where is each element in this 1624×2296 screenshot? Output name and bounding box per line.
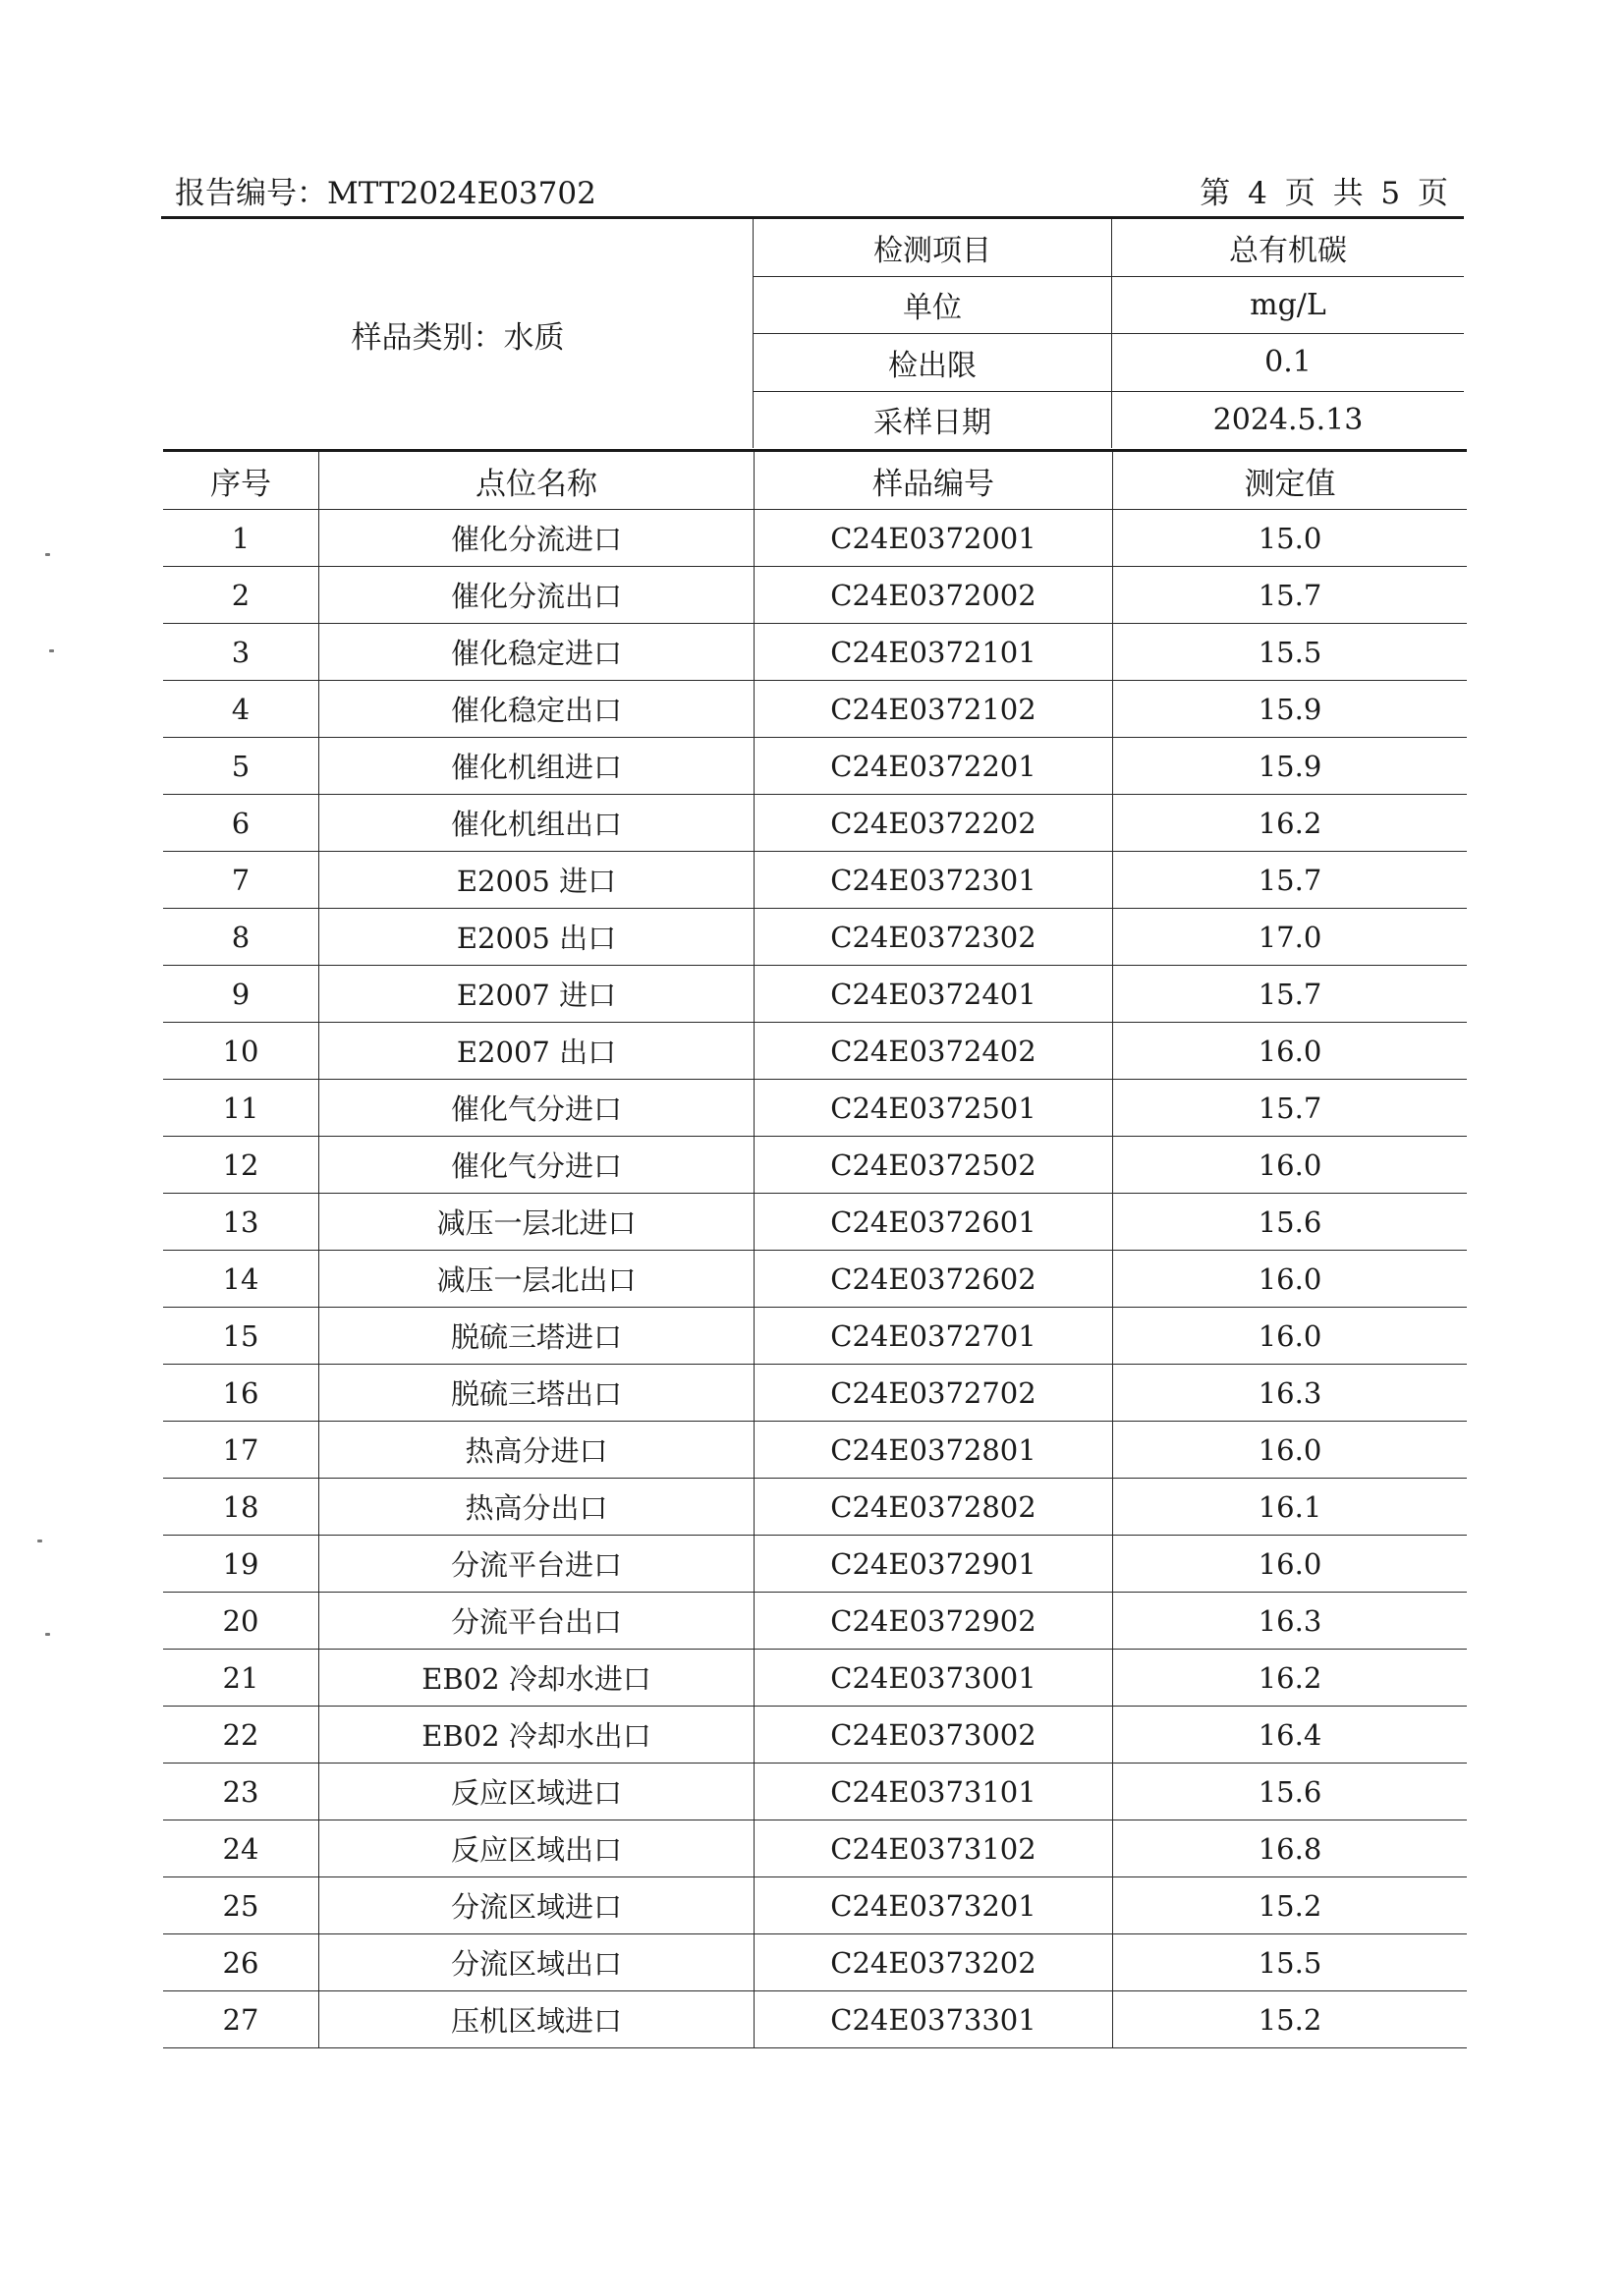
sample-id: C24E0373301: [755, 1991, 1113, 2048]
sample-id: C24E0372702: [755, 1365, 1113, 1422]
sample-id: C24E0372301: [755, 852, 1113, 909]
sample-id: C24E0372201: [755, 738, 1113, 795]
measured-value: 16.0: [1113, 1536, 1468, 1593]
site-name: E2005 进口: [319, 852, 755, 909]
sample-id: C24E0372502: [755, 1137, 1113, 1194]
table-row: [163, 1194, 1467, 1251]
row-number: 12: [163, 1137, 319, 1194]
site-name: E2007 进口: [319, 966, 755, 1023]
sample-id: C24E0372901: [755, 1536, 1113, 1593]
scan-speck: [37, 1540, 42, 1542]
table-row: [163, 1991, 1467, 2048]
scan-speck: [45, 1633, 50, 1636]
sample-id: C24E0373202: [755, 1934, 1113, 1991]
row-number: 21: [163, 1650, 319, 1707]
site-name: 催化机组进口: [319, 738, 755, 795]
measured-value: 15.5: [1113, 624, 1468, 681]
site-name: 催化分流进口: [319, 510, 755, 567]
row-number: 2: [163, 567, 319, 624]
site-name: 分流区域出口: [319, 1934, 755, 1991]
sample-id: C24E0372302: [755, 909, 1113, 966]
sample-id: C24E0372202: [755, 795, 1113, 852]
table-row: [163, 1764, 1467, 1820]
measured-value: 15.6: [1113, 1764, 1468, 1820]
row-number: 14: [163, 1251, 319, 1308]
row-number: 27: [163, 1991, 319, 2048]
sample-id: C24E0373001: [755, 1650, 1113, 1707]
row-number: 11: [163, 1080, 319, 1137]
site-name: 热高分出口: [319, 1479, 755, 1536]
row-number: 6: [163, 795, 319, 852]
sample-id: C24E0373201: [755, 1877, 1113, 1934]
sample-id: C24E0372602: [755, 1251, 1113, 1308]
table-row: [163, 738, 1467, 795]
table-row: [163, 1536, 1467, 1593]
sample-id: C24E0373101: [755, 1764, 1113, 1820]
row-number: 17: [163, 1422, 319, 1479]
measured-value: 16.3: [1113, 1365, 1468, 1422]
site-name: 催化稳定出口: [319, 681, 755, 738]
measured-value: 16.0: [1113, 1308, 1468, 1365]
site-name: 减压一层北进口: [319, 1194, 755, 1251]
site-name: 反应区域出口: [319, 1820, 755, 1877]
page-indicator: 第 4 页 共 5 页: [1200, 176, 1448, 211]
column-header-number: 序号: [163, 451, 319, 510]
meta-value: 总有机碳: [1112, 219, 1465, 276]
page-header: [165, 173, 1462, 216]
table-row: [163, 1820, 1467, 1877]
site-name: 脱硫三塔进口: [319, 1308, 755, 1365]
measured-value: 15.9: [1113, 681, 1468, 738]
site-name: EB02 冷却水出口: [319, 1707, 755, 1764]
scan-speck: [49, 649, 54, 652]
row-number: 1: [163, 510, 319, 567]
site-name: 催化分流出口: [319, 567, 755, 624]
site-name: 压机区域进口: [319, 1991, 755, 2048]
site-name: 分流区域进口: [319, 1877, 755, 1934]
site-name: 催化机组出口: [319, 795, 755, 852]
table-row: [163, 1422, 1467, 1479]
sample-info-block: [163, 219, 1464, 449]
meta-label: 单位: [754, 276, 1112, 334]
site-name: 催化气分进口: [319, 1080, 755, 1137]
row-number: 7: [163, 852, 319, 909]
measured-value: 15.7: [1113, 1080, 1468, 1137]
sample-id: C24E0372102: [755, 681, 1113, 738]
measured-value: 16.3: [1113, 1593, 1468, 1650]
table-row: [163, 624, 1467, 681]
sample-category: 样品类别：水质: [351, 319, 565, 356]
measured-value: 15.0: [1113, 510, 1468, 567]
sample-id: C24E0372501: [755, 1080, 1113, 1137]
sample-meta-row: [754, 334, 1465, 392]
measured-value: 16.2: [1113, 1650, 1468, 1707]
measured-value: 15.7: [1113, 966, 1468, 1023]
row-number: 16: [163, 1365, 319, 1422]
sample-id: C24E0372802: [755, 1479, 1113, 1536]
measured-value: 16.0: [1113, 1023, 1468, 1080]
table-row: [163, 681, 1467, 738]
row-number: 3: [163, 624, 319, 681]
meta-value: mg/L: [1112, 276, 1465, 334]
sample-id: C24E0372701: [755, 1308, 1113, 1365]
row-number: 15: [163, 1308, 319, 1365]
table-row: [163, 567, 1467, 624]
measured-value: 16.8: [1113, 1820, 1468, 1877]
meta-value: 0.1: [1112, 334, 1465, 392]
table-row: [163, 1080, 1467, 1137]
row-number: 20: [163, 1593, 319, 1650]
row-number: 8: [163, 909, 319, 966]
site-name: 热高分进口: [319, 1422, 755, 1479]
measured-value: 16.4: [1113, 1707, 1468, 1764]
row-number: 13: [163, 1194, 319, 1251]
sample-meta-table: [753, 219, 1464, 448]
meta-label: 采样日期: [754, 391, 1112, 448]
site-name: E2005 出口: [319, 909, 755, 966]
measured-value: 15.9: [1113, 738, 1468, 795]
site-name: EB02 冷却水进口: [319, 1650, 755, 1707]
row-number: 22: [163, 1707, 319, 1764]
table-row: [163, 1479, 1467, 1536]
sample-id: C24E0372101: [755, 624, 1113, 681]
measured-value: 15.7: [1113, 852, 1468, 909]
measured-value: 16.2: [1113, 795, 1468, 852]
sample-id: C24E0373002: [755, 1707, 1113, 1764]
column-header-value: 测定值: [1113, 451, 1468, 510]
sample-meta-row: [754, 391, 1465, 448]
site-name: 分流平台进口: [319, 1536, 755, 1593]
table-row: [163, 1308, 1467, 1365]
report-number: 报告编号：MTT2024E03702: [175, 176, 596, 211]
measured-value: 16.1: [1113, 1479, 1468, 1536]
measured-value: 15.5: [1113, 1934, 1468, 1991]
sample-id: C24E0372601: [755, 1194, 1113, 1251]
row-number: 26: [163, 1934, 319, 1991]
row-number: 9: [163, 966, 319, 1023]
measured-value: 15.7: [1113, 567, 1468, 624]
table-row: [163, 852, 1467, 909]
table-row: [163, 1593, 1467, 1650]
row-number: 19: [163, 1536, 319, 1593]
meta-value: 2024.5.13: [1212, 402, 1364, 437]
table-row: [163, 1137, 1467, 1194]
row-number: 4: [163, 681, 319, 738]
site-name: 脱硫三塔出口: [319, 1365, 755, 1422]
results-table: [163, 449, 1467, 2048]
row-number: 18: [163, 1479, 319, 1536]
sample-id: C24E0372002: [755, 567, 1113, 624]
scan-speck: [45, 553, 50, 556]
measured-value: 16.0: [1113, 1137, 1468, 1194]
row-number: 5: [163, 738, 319, 795]
row-number: 23: [163, 1764, 319, 1820]
site-name: 催化气分进口: [319, 1137, 755, 1194]
site-name: 减压一层北出口: [319, 1251, 755, 1308]
column-header-site: 点位名称: [319, 451, 755, 510]
measured-value: 15.2: [1113, 1877, 1468, 1934]
meta-label: 检测项目: [754, 219, 1112, 276]
row-number: 25: [163, 1877, 319, 1934]
measured-value: 16.0: [1113, 1422, 1468, 1479]
site-name: 分流平台出口: [319, 1593, 755, 1650]
table-row: [163, 1877, 1467, 1934]
table-row: [163, 795, 1467, 852]
site-name: E2007 出口: [319, 1023, 755, 1080]
sample-meta-row: [754, 276, 1465, 334]
measured-value: 15.2: [1113, 1991, 1468, 2048]
measured-value: 15.6: [1113, 1194, 1468, 1251]
sample-id: C24E0373102: [755, 1820, 1113, 1877]
table-row: [163, 1251, 1467, 1308]
sample-id: C24E0372402: [755, 1023, 1113, 1080]
row-number: 24: [163, 1820, 319, 1877]
results-header-row: [163, 451, 1467, 510]
meta-label: 检出限: [754, 334, 1112, 392]
row-number: 10: [163, 1023, 319, 1080]
sample-meta-row: [754, 219, 1465, 276]
sample-id: C24E0372902: [755, 1593, 1113, 1650]
measured-value: 16.0: [1113, 1251, 1468, 1308]
measured-value: 17.0: [1113, 909, 1468, 966]
site-name: 反应区域进口: [319, 1764, 755, 1820]
sample-id: C24E0372801: [755, 1422, 1113, 1479]
sample-id: C24E0372401: [755, 966, 1113, 1023]
table-row: [163, 1934, 1467, 1991]
table-row: [163, 1365, 1467, 1422]
table-row: [163, 510, 1467, 567]
table-row: [163, 1023, 1467, 1080]
column-header-sample-id: 样品编号: [755, 451, 1113, 510]
table-row: [163, 966, 1467, 1023]
table-row: [163, 1707, 1467, 1764]
sample-id: C24E0372001: [755, 510, 1113, 567]
table-row: [163, 909, 1467, 966]
table-row: [163, 1650, 1467, 1707]
site-name: 催化稳定进口: [319, 624, 755, 681]
